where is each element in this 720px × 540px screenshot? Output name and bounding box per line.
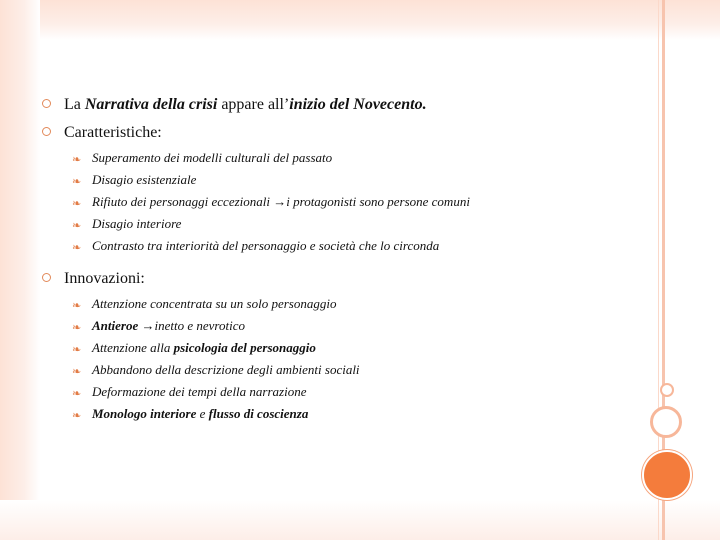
- innovazioni-list: [42, 296, 642, 422]
- list-item-text: Deformazione dei tempi della narrazione: [92, 384, 307, 399]
- bullet-caratteristiche: [42, 122, 642, 144]
- arrow-right-icon: →: [141, 318, 155, 333]
- slide-frame-bottom: [0, 500, 720, 540]
- text-emphasis: inizio del Novecento.: [289, 96, 427, 113]
- list-item: [42, 296, 642, 312]
- flower-bullet-icon: ❧: [72, 344, 82, 356]
- list-item: [42, 318, 642, 334]
- text-part: La: [64, 96, 85, 113]
- decorative-circle-large: [642, 450, 692, 500]
- arrow-right-icon: →: [273, 194, 287, 209]
- flower-bullet-icon: ❧: [72, 410, 82, 422]
- text-emphasis: Narrativa della crisi: [84, 96, 218, 113]
- list-item-text-bold: Monologo interiore: [92, 406, 197, 421]
- bullet-innovazioni: [42, 268, 642, 290]
- list-item: [42, 406, 642, 422]
- flower-bullet-icon: ❧: [72, 388, 82, 400]
- decorative-circle-small: [660, 383, 674, 397]
- text-part: appare all’: [217, 96, 290, 113]
- list-item-text: Abbandono della descrizione degli ambienti sociali: [92, 362, 360, 377]
- circle-bullet-icon: [42, 127, 51, 136]
- list-item: [42, 384, 642, 400]
- list-item: [42, 362, 642, 378]
- section-heading: Caratteristiche:: [64, 124, 162, 141]
- flower-bullet-icon: ❧: [72, 300, 82, 312]
- flower-bullet-icon: ❧: [72, 198, 82, 210]
- list-item-text: inetto e nevrotico: [154, 318, 245, 333]
- flower-bullet-icon: ❧: [72, 242, 82, 254]
- list-item: [42, 194, 642, 210]
- list-item: [42, 238, 642, 254]
- list-item-text: Disagio interiore: [92, 216, 182, 231]
- list-item-text: e: [196, 406, 209, 421]
- list-item-text-bold: Antieroe: [92, 318, 139, 333]
- caratteristiche-list: [42, 150, 642, 254]
- list-item-text: Contrasto tra interiorità del personaggio e società che lo circonda: [92, 238, 440, 253]
- bullet-narrativa-crisi: [42, 94, 642, 116]
- flower-bullet-icon: ❧: [72, 366, 82, 378]
- slide-frame-left: [0, 0, 40, 540]
- flower-bullet-icon: ❧: [72, 322, 82, 334]
- circle-bullet-icon: [42, 273, 51, 282]
- list-item-text: Rifiuto dei personaggi eccezionali: [92, 194, 270, 209]
- list-item-text-bold: psicologia del personaggio: [173, 340, 316, 355]
- list-item: [42, 340, 642, 356]
- list-item: [42, 150, 642, 166]
- decorative-circle-medium: [650, 406, 682, 438]
- list-item-text: Attenzione concentrata su un solo personaggio: [92, 296, 337, 311]
- flower-bullet-icon: ❧: [72, 154, 82, 166]
- list-item-text: i protagonisti sono persone comuni: [286, 194, 470, 209]
- list-item: [42, 216, 642, 232]
- slide-content: [42, 94, 642, 436]
- list-item-text: Disagio esistenziale: [92, 172, 197, 187]
- list-item-text-bold: flusso di coscienza: [208, 406, 309, 421]
- list-item: [42, 172, 642, 188]
- slide-frame-top: [0, 0, 720, 40]
- circle-bullet-icon: [42, 99, 51, 108]
- section-heading: Innovazioni:: [64, 270, 145, 287]
- flower-bullet-icon: ❧: [72, 176, 82, 188]
- list-item-text: Superamento dei modelli culturali del passato: [92, 150, 333, 165]
- list-item-text: Attenzione alla: [92, 340, 174, 355]
- flower-bullet-icon: ❧: [72, 220, 82, 232]
